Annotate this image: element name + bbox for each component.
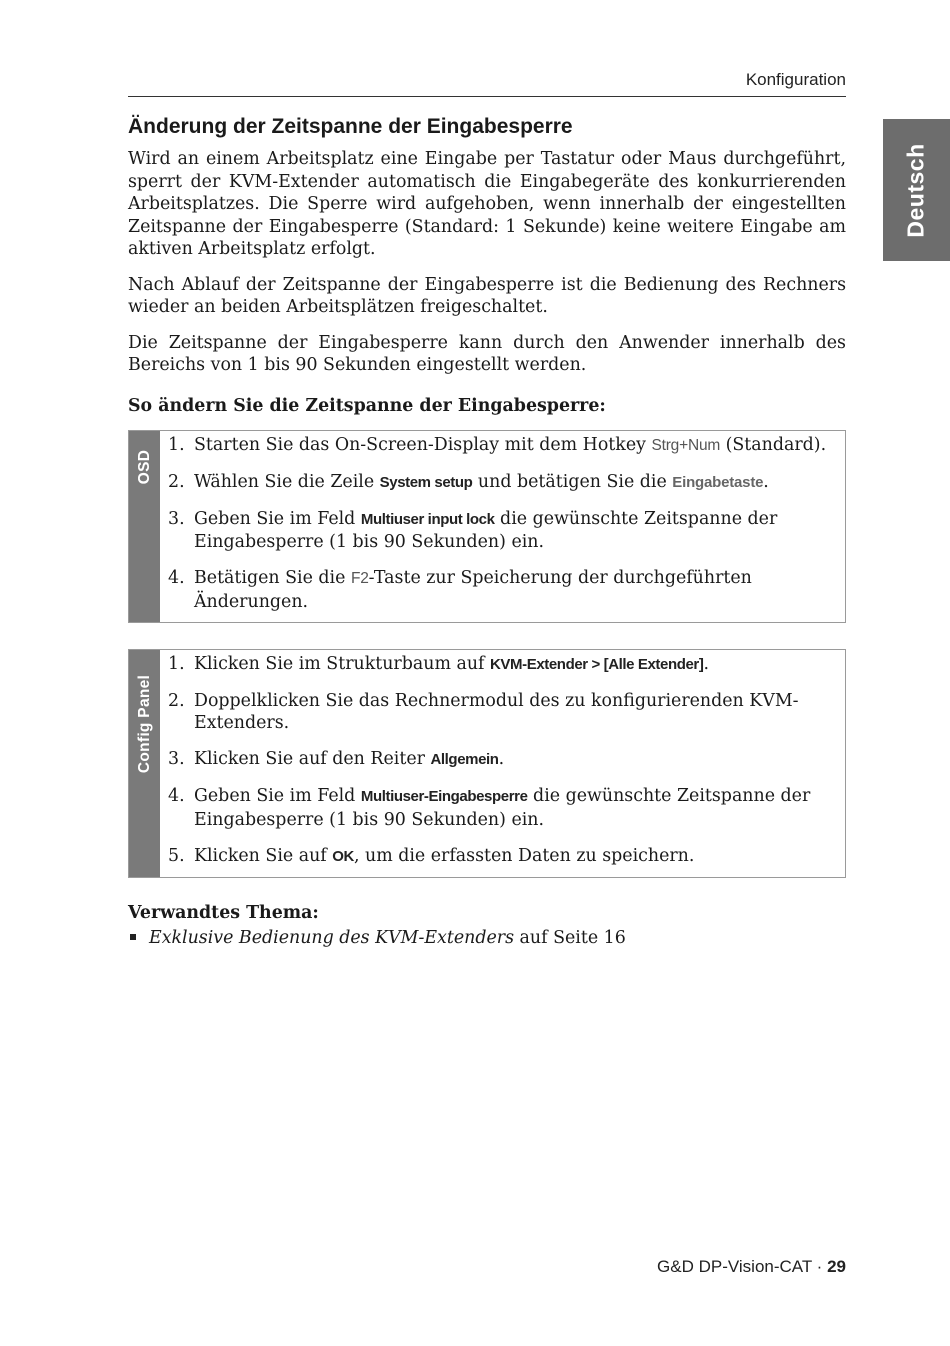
config-panel-sidebar [129, 650, 160, 877]
tab-label: Allgemein [430, 751, 499, 768]
list-item: 5. Klicken Sie auf OK, um die erfassten Daten zu speichern. [168, 845, 695, 866]
hotkey-label: Strg+Num [651, 436, 721, 454]
list-item: 3. Geben Sie im Feld Multiuser input lock die gewünschte Zeitspanne der Eingabesperre (1 bis 90 Sekunden) ein. [168, 508, 778, 552]
section-title: Änderung der Zeitspanne der Eingabesperre [128, 115, 573, 138]
page-footer [128, 1257, 846, 1277]
related-heading: Verwandtes Thema: [128, 902, 319, 923]
key-label: Eingabetaste [672, 473, 764, 491]
paragraph-1: Wird an einem Arbeitsplatz eine Eingabe per Tastatur oder Maus durchgeführt, sperrt der KVM-Extender automatisch die Eingabegeräte des konkurrierenden Arbeitsplatzes. Die Sperre wird aufgehoben, wenn innerhalb der eingestellten Zeitspanne der Eingabesperre (Standard: 1 Sekunde) keine weitere Eingabe am aktiven Arbeitsplatz erfolgt. [128, 149, 846, 259]
related-link-item: Exklusive Bedienung des KVM-Extenders auf Seite 16 [128, 927, 846, 950]
bullet-icon [130, 934, 136, 940]
config-panel-instructions-box [128, 649, 846, 878]
list-item: 2. Wählen Sie die Zeile System setup und betätigen Sie die Eingabetaste. [168, 471, 769, 492]
button-label: OK [332, 847, 354, 865]
menu-field-label: System setup [379, 473, 473, 491]
language-tab [883, 119, 950, 261]
howto-heading: So ändern Sie die Zeitspanne der Eingabesperre: [128, 395, 606, 416]
page-number: 29 [827, 1257, 846, 1276]
menu-field-label: Multiuser input lock [360, 510, 495, 528]
list-item: 1. Starten Sie das On-Screen-Display mit dem Hotkey Strg+Num (Standard). [168, 434, 827, 455]
header-rule [128, 96, 846, 97]
list-item: 4. Geben Sie im Feld Multiuser-Eingabesperre die gewünschte Zeitspanne der Eingabesperre (1 bis 90 Sekunden) ein. [168, 786, 811, 830]
key-label: F2 [350, 570, 369, 587]
osd-sidebar [129, 431, 160, 622]
osd-label: OSD [135, 449, 153, 484]
list-item: 4. Betätigen Sie die F2-Taste zur Speicherung der durchgeführten Änderungen. [168, 568, 752, 612]
main-content [128, 115, 846, 949]
language-tab-label: Deutsch [903, 142, 929, 238]
field-label: Multiuser-Eingabesperre [360, 788, 528, 805]
osd-instructions-box [128, 430, 846, 623]
paragraph-2: Nach Ablauf der Zeitspanne der Eingabesperre ist die Bedienung des Rechners wieder an beiden Arbeitsplätzen freigeschaltet. [128, 274, 846, 317]
paragraph-3: Die Zeitspanne der Eingabesperre kann durch den Anwender innerhalb des Bereichs von 1 bis 90 Sekunden eingestellt werden. [128, 332, 846, 375]
footer-product: G&D DP-Vision-CAT · [657, 1257, 828, 1276]
list-item: 2. Doppelklicken Sie das Rechnermodul des zu konfigurierenden KVM-Extenders. [168, 690, 799, 733]
osd-steps [160, 431, 845, 622]
config-panel-steps [160, 650, 845, 877]
config-panel-label: Config Panel [135, 674, 153, 773]
running-header: Konfiguration [745, 70, 846, 89]
list-item: 3. Klicken Sie auf den Reiter Allgemein. [168, 749, 505, 769]
related-link[interactable]: Exklusive Bedienung des KVM-Extenders [149, 927, 515, 948]
list-item: 1. Klicken Sie im Strukturbaum auf KVM-Extender > [Alle Extender]. [168, 653, 710, 674]
tree-path-label: KVM-Extender > [Alle Extender] [490, 655, 704, 673]
